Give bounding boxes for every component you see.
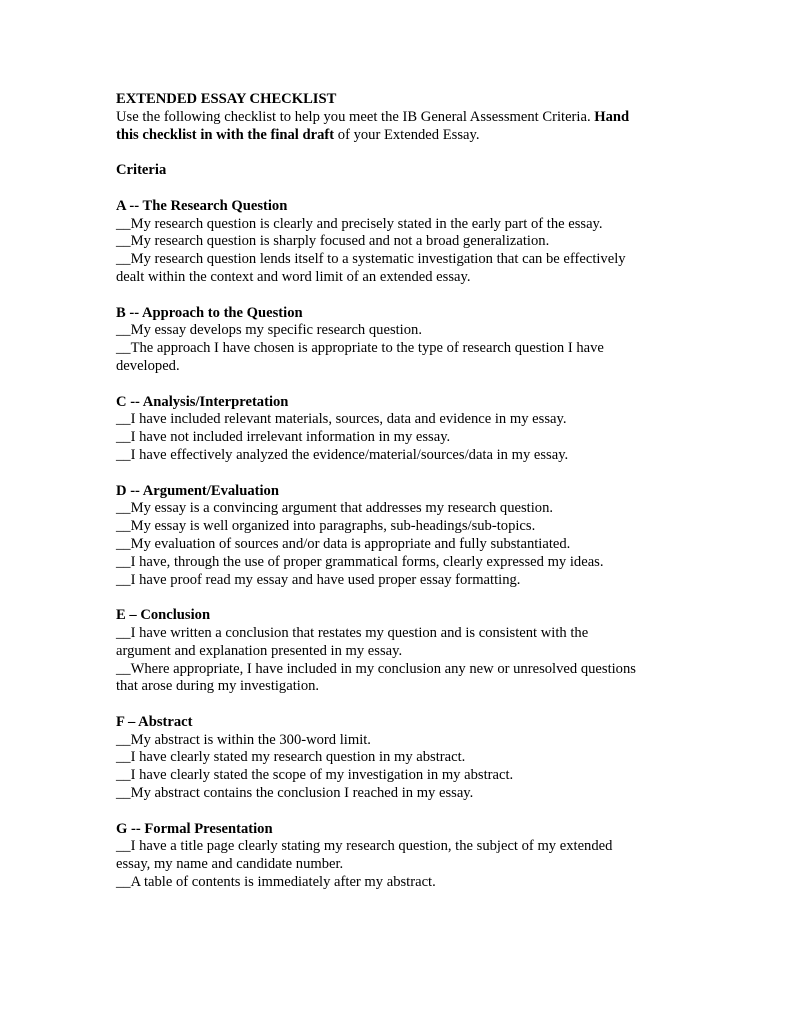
spacer — [116, 803, 676, 821]
checklist-item-text: __I have clearly stated my research question in my abstract. — [116, 749, 466, 766]
checklist-item-text: __My essay is well organized into paragraphs, sub-headings/sub-topics. — [116, 518, 536, 535]
checklist-item-text: that arose during my investigation. — [116, 678, 320, 695]
spacer — [116, 180, 676, 198]
checklist-item-text: dealt within the context and word limit of an extended essay. — [116, 268, 471, 285]
checklist-item-text: __My abstract is within the 300-word limit. — [116, 731, 371, 748]
checklist-item-text: __A table of contents is immediately after my abstract. — [116, 874, 436, 891]
spacer — [116, 696, 676, 714]
checklist-item-text: __I have proof read my essay and have used proper essay formatting. — [116, 571, 521, 588]
checklist-item — [116, 554, 676, 572]
checklist-item — [116, 536, 676, 554]
document-page — [116, 91, 676, 892]
checklist-item-text: __My evaluation of sources and/or data is appropriate and fully substantiated. — [116, 535, 571, 552]
intro-bold-instruction: this checklist in with the final draft — [116, 126, 335, 143]
checklist-item — [116, 429, 676, 447]
checklist-item-text: __Where appropriate, I have included in my conclusion any new or unresolved questions — [116, 660, 636, 677]
checklist-item — [116, 216, 676, 234]
checklist-item-text: __I have, through the use of proper grammatical forms, clearly expressed my ideas. — [116, 553, 604, 570]
section-heading: F – Abstract — [116, 713, 193, 730]
criteria-heading: Criteria — [116, 162, 167, 179]
checklist-item — [116, 411, 676, 429]
section-heading: C -- Analysis/Interpretation — [116, 393, 289, 410]
criteria-sections — [116, 180, 676, 892]
checklist-item — [116, 838, 676, 874]
checklist-item — [116, 233, 676, 251]
checklist-item — [116, 572, 676, 590]
checklist-item-text: __I have included relevant materials, sources, data and evidence in my essay. — [116, 411, 567, 428]
document-title: EXTENDED ESSAY CHECKLIST — [116, 91, 337, 107]
checklist-item — [116, 625, 676, 661]
spacer — [116, 144, 676, 162]
spacer — [116, 589, 676, 607]
section-heading: A -- The Research Question — [116, 197, 288, 214]
intro-line-2 — [116, 127, 676, 145]
checklist-item-text: __I have written a conclusion that restates my question and is consistent with the — [116, 624, 589, 641]
checklist-item — [116, 767, 676, 785]
checklist-item-text: essay, my name and candidate number. — [116, 856, 344, 873]
checklist-item-text: __My research question is sharply focused and not a broad generalization. — [116, 233, 550, 250]
checklist-item-text: __My essay develops my specific research question. — [116, 322, 422, 339]
spacer — [116, 465, 676, 483]
section-heading: B -- Approach to the Question — [116, 304, 303, 321]
section-heading: G -- Formal Presentation — [116, 820, 273, 837]
checklist-item-text: __The approach I have chosen is appropriate to the type of research question I have — [116, 340, 604, 357]
section-heading: E – Conclusion — [116, 607, 211, 624]
checklist-item — [116, 874, 676, 892]
spacer — [116, 287, 676, 305]
section-heading: D -- Argument/Evaluation — [116, 482, 279, 499]
checklist-item-text: __I have a title page clearly stating my research question, the subject of my extended — [116, 838, 613, 855]
checklist-item — [116, 251, 676, 287]
checklist-item-text: __I have not included irrelevant information in my essay. — [116, 429, 451, 446]
checklist-item-text: __My essay is a convincing argument that addresses my research question. — [116, 500, 554, 517]
checklist-item-text: argument and explanation presented in my essay. — [116, 642, 403, 659]
checklist-item-text: __My abstract contains the conclusion I reached in my essay. — [116, 785, 474, 802]
checklist-item-text: developed. — [116, 357, 180, 374]
checklist-item-text: __My research question is clearly and precisely stated in the early part of the essay. — [116, 215, 603, 232]
checklist-item — [116, 340, 676, 376]
spacer — [116, 376, 676, 394]
checklist-item — [116, 785, 676, 803]
checklist-item — [116, 661, 676, 697]
intro-line-1 — [116, 109, 676, 127]
checklist-item — [116, 518, 676, 536]
checklist-item — [116, 500, 676, 518]
intro-text-end: of your Extended Essay. — [337, 126, 480, 143]
checklist-item — [116, 322, 676, 340]
intro-bold-hand: Hand — [594, 108, 630, 125]
checklist-item — [116, 749, 676, 767]
checklist-item — [116, 732, 676, 750]
checklist-item-text: __My research question lends itself to a systematic investigation that can be effectively — [116, 251, 626, 268]
checklist-item-text: __I have clearly stated the scope of my investigation in my abstract. — [116, 767, 514, 784]
checklist-item-text: __I have effectively analyzed the evidence/material/sources/data in my essay. — [116, 446, 569, 463]
intro-text: Use the following checklist to help you meet the IB General Assessment Criteria. — [116, 108, 591, 125]
checklist-item — [116, 447, 676, 465]
